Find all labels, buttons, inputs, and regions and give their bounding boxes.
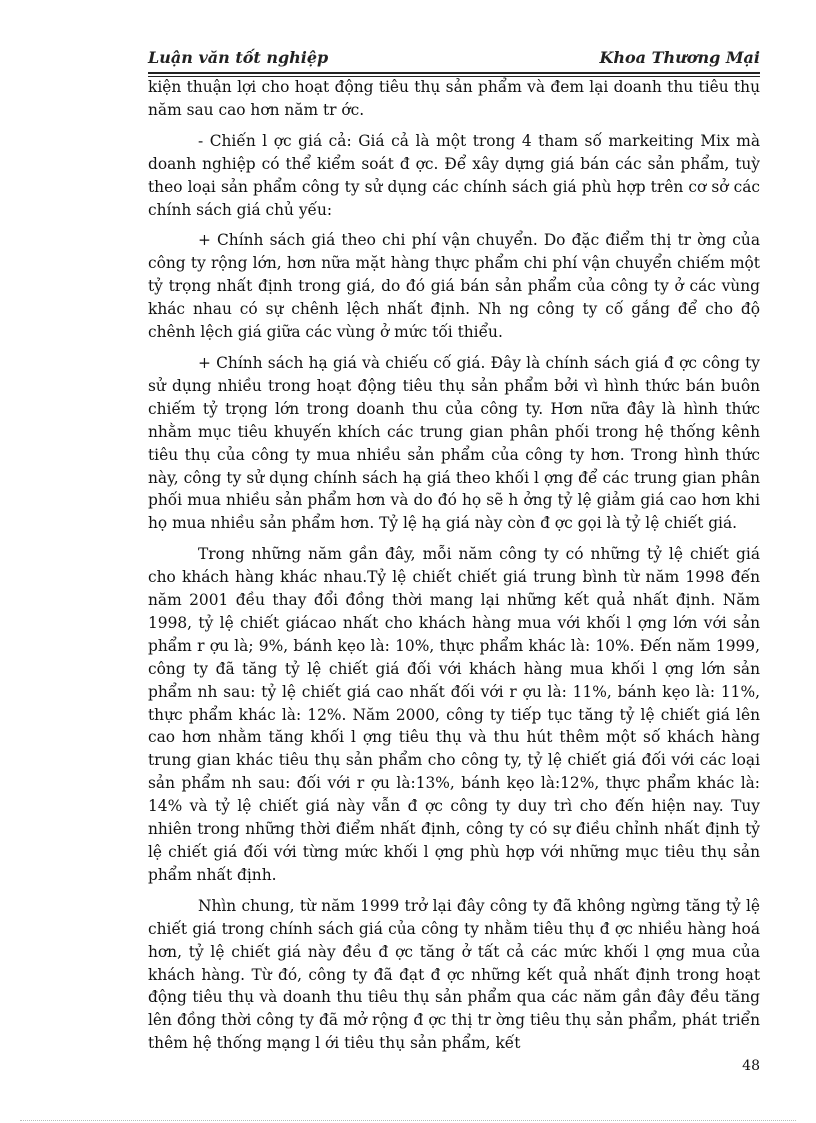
page-bottom-rule: [20, 1120, 796, 1121]
paragraph-shipping-cost-pricing: + Chính sách giá theo chi phí vận chuyển. Do đặc điểm thị tr ờng của công ty rộng lớn, hơn nữa mặt hàng thực phẩm chi phí vận chuyển chiếm một tỷ trọng nhất định trong giá, do đó giá bán sản phẩm của công ty ở các vùng khác nhau có sự chênh lệch nhất định. Nh ng công ty cố gắng để cho độ chênh lệch giá giữa các vùng ở mức tối thiểu.: [148, 231, 760, 342]
paragraph-pricing-strategy: - Chiến l ợc giá cả: Giá cả là một trong 4 tham số markeiting Mix mà doanh nghiệp có thể kiểm soát đ ợc. Để xây dựng giá bán các sản phẩm, tuỳ theo loại sản phẩm công ty sử dụng các chính sách giá phù hợp trên cơ sở các chính sách giá chủ yếu:: [148, 131, 760, 219]
paragraph-discount-rates: Trong những năm gần đây, mỗi năm công ty có những tỷ lệ chiết giá cho khách hàng khác nhau.Tỷ lệ chiết chiết giá trung bình từ năm 1998 đến năm 2001 đều thay đổi đồng thời mang lại những kết quả nhất định. Năm 1998, tỷ lệ chiết giácao nhất cho khách hàng mua với khối l ợng lớn với sản phẩm r ợu là; 9%, bánh kẹo là: 10%, thực phẩm khác là: 10%. Đến năm 1999, công ty đã tăng tỷ lệ chiết giá đối với khách hàng mua khối l ợng lớn sản phẩm nh sau: tỷ lệ chiết giá cao nhất đối với r ợu là: 11%, bánh kẹo là: 11%, thực phẩm khác là: 12%. Năm 2000, công ty tiếp tục tăng tỷ lệ chiết giá lên cao hơn nhằm tăng khối l ợng tiêu thụ và thu hút thêm một số khách hàng trung gian khác tiêu thụ sản phẩm cho công ty, tỷ lệ chiết giá đối với các loại sản phẩm nh sau: đối với r ợu là:13%, bánh kẹo là:12%, thực phẩm khác là: 14% và tỷ lệ chiết giá này vẫn đ ợc công ty duy trì cho đến hiện nay. Tuy nhiên trong những thời điểm nhất định, công ty có sự điều chỉnh nhất định tỷ lệ chiết giá đối với từng mức khối l ợng phù hợp với những mục tiêu thụ sản phẩm nhất định.: [148, 545, 760, 884]
paragraph-discount-pricing: + Chính sách hạ giá và chiếu cố giá. Đây là chính sách giá đ ợc công ty sử dụng nhiều trong hoạt động tiêu thụ sản phẩm bởi vì hình thức bán buôn chiếm tỷ trọng lớn trong doanh thu của công ty. Hơn nữa đây là hình thức nhằm mục tiêu khuyến khích các trung gian phân phối trong hệ thống kênh tiêu thụ của công ty mua nhiều sản phẩm của công ty hơn. Trong hình thức này, công ty sử dụng chính sách hạ giá theo khối l ợng để các trung gian phân phối mua nhiều sản phẩm hơn và do đó họ sẽ h ởng tỷ lệ giảm giá cao hơn khi họ mua nhiều sản phẩm hơn. Tỷ lệ hạ giá này còn đ ợc gọi là tỷ lệ chiết giá.: [148, 353, 760, 533]
page-header: [148, 48, 760, 72]
body-text: [148, 76, 760, 1063]
header-faculty-name: Khoa Thương Mại: [599, 48, 760, 67]
header-thesis-title: Luận văn tốt nghiệp: [148, 48, 329, 67]
header-rule-thick: [148, 72, 760, 74]
page-number: 48: [742, 1058, 760, 1074]
paragraph-summary: Nhìn chung, từ năm 1999 trở lại đây công ty đã không ngừng tăng tỷ lệ chiết giá trong chính sách giá của công ty nhằm tiêu thụ đ ợc nhiều hàng hoá hơn, tỷ lệ chiết giá này đều đ ợc tăng ở tất cả các mức khối l ợng mua của khách hàng. Từ đó, công ty đã đạt đ ợc những kết quả nhất định trong hoạt động tiêu thụ và doanh thu tiêu thụ sản phẩm qua các năm gần đây đều tăng lên đồng thời công ty đã mở rộng đ ợc thị tr ờng tiêu thụ sản phẩm, phát triển thêm hệ thống mạng l ới tiêu thụ sản phẩm, kết: [148, 896, 760, 1053]
paragraph-continuation: kiện thuận lợi cho hoạt động tiêu thụ sản phẩm và đem lại doanh thu tiêu thụ năm sau cao hơn năm tr ớc.: [148, 78, 760, 119]
